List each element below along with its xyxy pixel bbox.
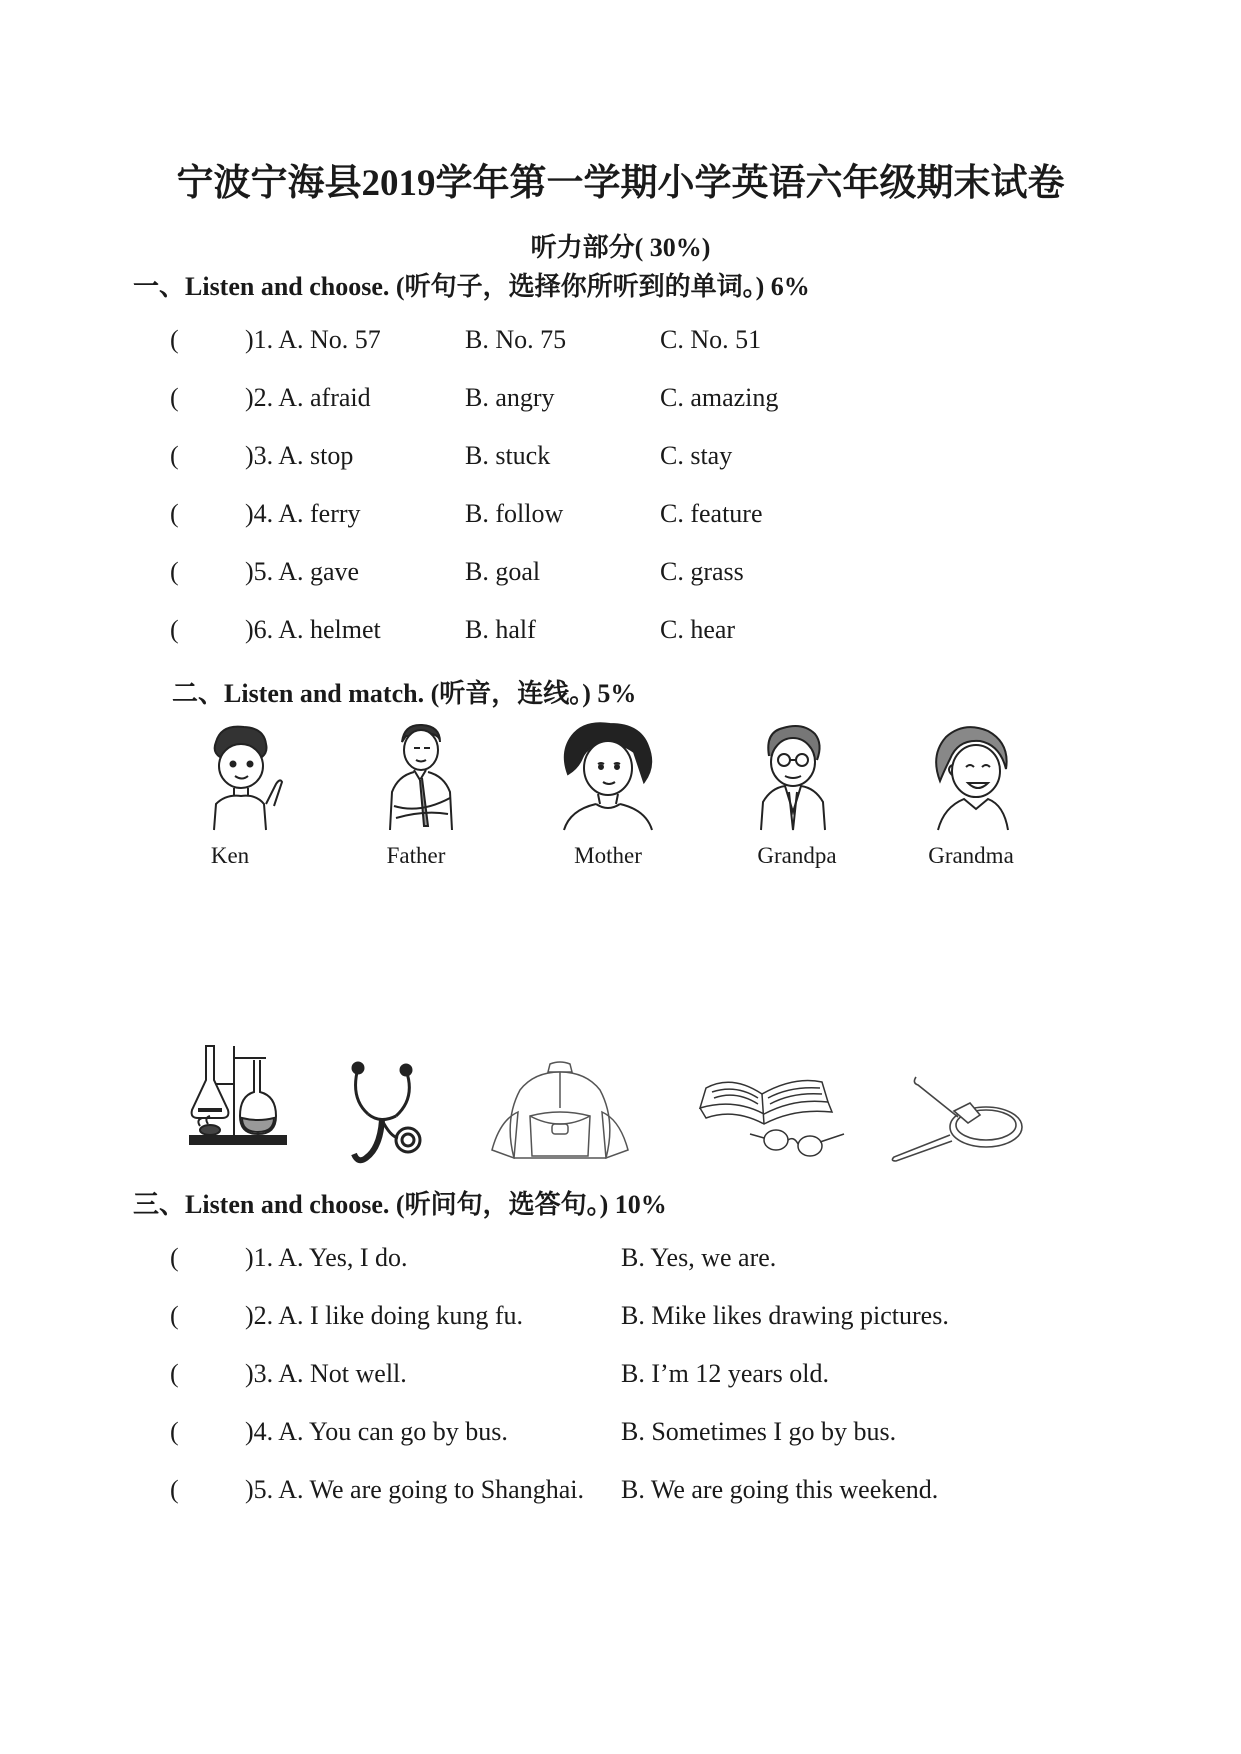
option-a: )3. A. stop [245,441,354,470]
person-label-mother: Mother [574,843,642,868]
option-b: B. Yes, we are. [621,1243,777,1272]
option-b: B. half [465,615,536,644]
answer-bracket[interactable]: ( [170,1417,179,1446]
option-b: B. No. 75 [465,325,567,354]
section3-heading: 三、Listen and choose. (听问句，选答句。) 10% [133,1190,667,1219]
option-b: B. Sometimes I go by bus. [621,1417,897,1446]
grandpa-illustration[interactable] [753,722,833,830]
section1-heading: 一、Listen and choose. (听句子，选择你所听到的单词。) 6% [133,272,810,301]
option-c: C. feature [660,499,763,528]
page-title: 宁波宁海县2019学年第一学期小学英语六年级期末试卷 [176,163,1065,204]
page-subtitle: 听力部分( 30%) [530,233,711,262]
mother-illustration[interactable] [560,722,656,830]
stethoscope-icon[interactable] [350,1058,428,1164]
grandma-illustration[interactable] [930,725,1012,830]
option-a: )1. A. Yes, I do. [245,1243,408,1272]
answer-bracket[interactable]: ( [170,615,179,644]
option-c: C. grass [660,557,744,586]
answer-bracket[interactable]: ( [170,325,179,354]
option-a: )4. A. ferry [245,499,361,528]
option-a: )5. A. gave [245,557,360,586]
option-a: )1. A. No. 57 [245,325,381,354]
answer-bracket[interactable]: ( [170,441,179,470]
option-b: B. angry [465,383,555,412]
option-b: B. Mike likes drawing pictures. [621,1301,949,1330]
answer-bracket[interactable]: ( [170,1243,179,1272]
option-c: C. amazing [660,383,779,412]
answer-bracket[interactable]: ( [170,1359,179,1388]
option-b: B. I’m 12 years old. [621,1359,829,1388]
chemistry-set-icon[interactable] [188,1038,288,1146]
frying-pan-icon[interactable] [888,1075,1028,1165]
father-illustration[interactable] [384,722,456,830]
backpack-icon[interactable] [490,1060,630,1160]
answer-bracket[interactable]: ( [170,383,179,412]
option-a: )6. A. helmet [245,615,381,644]
answer-bracket[interactable]: ( [170,557,179,586]
option-c: C. No. 51 [660,325,762,354]
option-a: )2. A. I like doing kung fu. [245,1301,524,1330]
option-c: C. hear [660,615,736,644]
option-b: B. stuck [465,441,551,470]
boy-illustration[interactable] [196,722,286,830]
option-c: C. stay [660,441,733,470]
answer-bracket[interactable]: ( [170,499,179,528]
section2-heading: 二、Listen and match. (听音，连线。) 5% [172,679,637,708]
person-label-grandma: Grandma [928,843,1014,868]
person-label-grandpa: Grandpa [757,843,837,868]
option-a: )4. A. You can go by bus. [245,1417,508,1446]
book-and-glasses-icon[interactable] [698,1068,846,1164]
answer-bracket[interactable]: ( [170,1475,179,1504]
option-a: )3. A. Not well. [245,1359,407,1388]
option-a: )5. A. We are going to Shanghai. [245,1475,584,1504]
option-b: B. We are going this weekend. [621,1475,939,1504]
person-label-ken: Ken [210,843,250,868]
answer-bracket[interactable]: ( [170,1301,179,1330]
option-b: B. follow [465,499,564,528]
option-a: )2. A. afraid [245,383,371,412]
person-label-father: Father [386,843,446,868]
option-b: B. goal [465,557,541,586]
